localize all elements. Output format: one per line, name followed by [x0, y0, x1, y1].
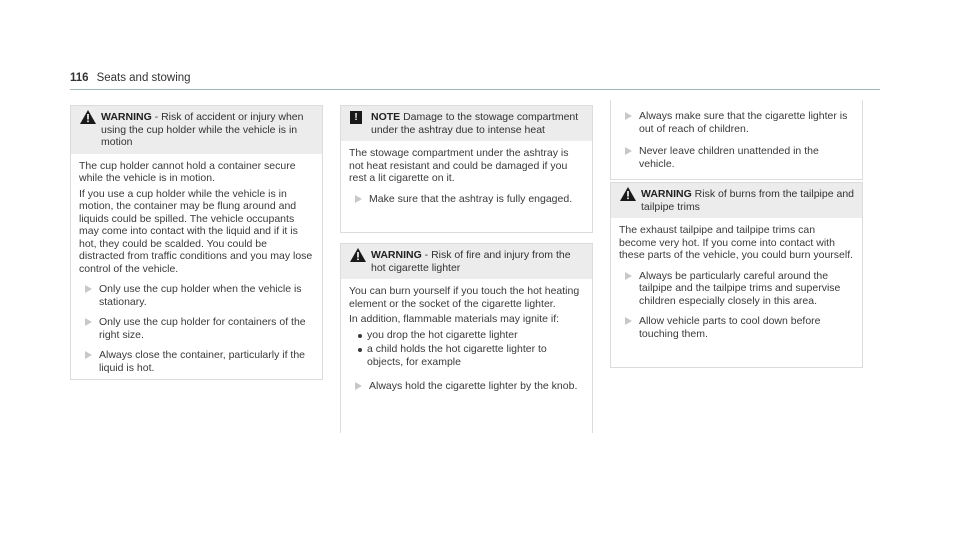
continued-body: [611, 100, 862, 180]
note-title: Damage to the stowage compartment under the ashtray due to intense heat: [371, 111, 579, 136]
step-arrow-icon: [355, 382, 362, 390]
step-arrow-icon: [625, 317, 632, 325]
warning-paragraph: You can burn yourself if you touch the hot heating element or the socket of the cigarette lighter.: [349, 285, 580, 310]
step-text: Make sure that the ashtray is fully engaged.: [369, 192, 573, 205]
step-text: Always be particularly careful around the tailpipe and the tailpipe trims and supervise children especially closely in this area.: [639, 269, 841, 307]
cup-holder-warning-box: [70, 105, 323, 380]
bullet-text: a child holds the hot cigarette lighter to objects, for example: [367, 343, 547, 368]
stowage-note-box: [340, 105, 593, 233]
warning-paragraph: The cup holder cannot hold a container secure while the vehicle is in motion.: [79, 159, 296, 184]
warning-triangle-icon: [350, 248, 366, 262]
warning-title: - Risk of fire and injury from the hot cigarette lighter: [371, 249, 571, 274]
note-body: [341, 141, 592, 215]
header-rule: [70, 89, 880, 90]
instruction-step: [79, 283, 314, 308]
instruction-step: [619, 315, 854, 340]
cigarette-lighter-warning-box: [340, 243, 593, 433]
bullet-dot-icon: [358, 348, 362, 352]
warning-label: WARNING: [101, 111, 152, 123]
warning-header: [611, 183, 862, 218]
warning-header: [71, 106, 322, 154]
instruction-step: [349, 380, 584, 393]
step-text: Always make sure that the cigarette lighter is out of reach of children.: [639, 110, 848, 135]
instruction-step: [619, 270, 854, 308]
step-arrow-icon: [355, 195, 362, 203]
warning-label: WARNING: [641, 188, 692, 200]
warning-title: - Risk of accident or injury when using the cup holder while the vehicle is in motion: [101, 111, 304, 148]
warning-label: WARNING: [371, 249, 422, 261]
instruction-step: [349, 193, 584, 206]
step-arrow-icon: [625, 272, 632, 280]
bullet-item: [349, 329, 584, 342]
warning-paragraph: If you use a cup holder while the vehicle is in motion, the container may be flung around and liquids could be spilled. The vehicle occupants may come into contact with the liquid and if it is hot, they could be scalded. You could be distracted from traffic conditions and you may lose control of the vehicle.: [79, 187, 313, 275]
bullet-dot-icon: [358, 334, 362, 338]
warning-body: [71, 154, 322, 385]
step-arrow-icon: [85, 285, 92, 293]
step-text: Only use the cup holder for containers of the right size.: [99, 316, 306, 341]
warning-header: [341, 244, 592, 279]
warning-paragraph: The exhaust tailpipe and tailpipe trims can become very hot. If you come into contact with these parts of the vehicle, you could burn yourself.: [619, 224, 854, 261]
bullet-text: you drop the hot cigarette lighter: [367, 328, 518, 341]
instruction-step: [619, 145, 854, 170]
warning-title: Risk of burns from the tailpipe and tailpipe trims: [641, 188, 854, 213]
instruction-step: [79, 316, 314, 341]
page-header: [70, 72, 191, 84]
page-number: 116: [70, 72, 89, 84]
note-icon: !: [350, 111, 366, 125]
step-text: Always hold the cigarette lighter by the knob.: [369, 380, 578, 392]
warning-triangle-icon: [620, 187, 636, 201]
warning-body: [341, 279, 592, 403]
step-arrow-icon: [85, 351, 92, 359]
step-arrow-icon: [625, 112, 632, 120]
note-header: [341, 106, 592, 141]
note-paragraph: The stowage compartment under the ashtray is not heat resistant and could be damaged if you rest a lit cigarette on it.: [349, 147, 569, 184]
instruction-step: [619, 110, 854, 135]
section-title: Seats and stowing: [96, 72, 191, 84]
step-text: Never leave children unattended in the vehicle.: [639, 145, 819, 170]
note-label: NOTE: [371, 111, 401, 123]
instruction-step: [79, 349, 314, 374]
step-text: Only use the cup holder when the vehicle is stationary.: [99, 283, 302, 308]
warning-paragraph: In addition, flammable materials may ignite if:: [349, 313, 560, 325]
warning-body: [611, 218, 862, 350]
warning-triangle-icon: [80, 110, 96, 124]
step-arrow-icon: [85, 318, 92, 326]
tailpipe-warning-box: [610, 182, 863, 368]
step-text: Always close the container, particularly if the liquid is hot.: [99, 349, 306, 374]
step-arrow-icon: [625, 147, 632, 155]
bullet-item: [349, 343, 584, 368]
step-text: Allow vehicle parts to cool down before touching them.: [639, 315, 821, 340]
continued-warning-box: [610, 100, 863, 180]
